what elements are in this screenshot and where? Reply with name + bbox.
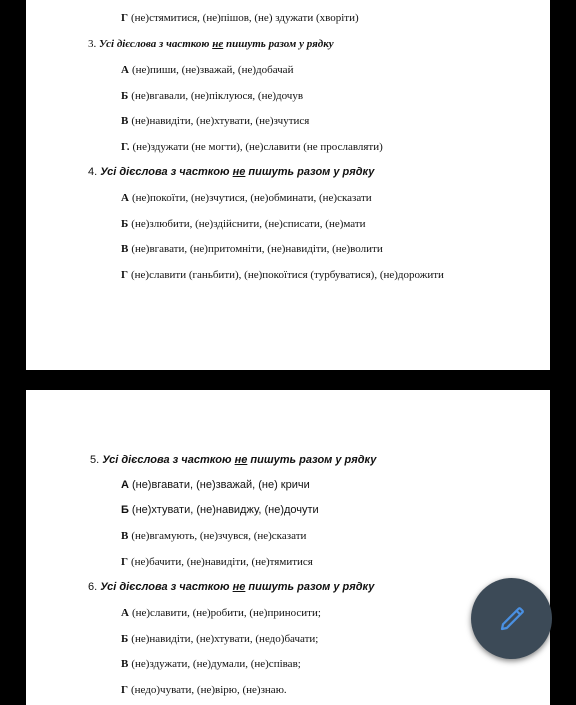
question-6-title: 6. Усі дієслова з часткою не пишуть разом у рядку: [88, 581, 375, 593]
pencil-icon: [497, 604, 527, 634]
q4-option-a: А (не)покоїти, (не)зчутися, (не)обминати, (не)сказати: [121, 192, 372, 204]
q5-option-a: А (не)вгавати, (не)зважай, (не) кричи: [121, 479, 310, 491]
q6-option-b: Б (не)навидіти, (не)хтувати, (недо)бачати;: [121, 633, 319, 645]
option-g-top: Г (не)стямитися, (не)пішов, (не) здужати (хворіти): [121, 12, 359, 24]
q4-option-v: В (не)вгавати, (не)притомніти, (не)навидіти, (не)волити: [121, 243, 383, 255]
q3-option-g: Г. (не)здужати (не могти), (не)славити (не прославляти): [121, 141, 383, 153]
question-4-title: 4. Усі дієслова з часткою не пишуть разом у рядку: [88, 166, 375, 178]
q6-option-a: А (не)славити, (не)робити, (не)приносити;: [121, 607, 321, 619]
question-3-title: 3. Усі дієслова з часткою не пишуть разом у рядку: [88, 38, 334, 50]
q4-option-b: Б (не)злюбити, (не)здійснити, (не)списати, (не)мати: [121, 218, 366, 230]
document-page-1: [26, 0, 550, 370]
edit-button[interactable]: [471, 578, 552, 659]
q4-option-g: Г (не)славити (ганьбити), (не)покоїтися (турбуватися), (не)дорожити: [121, 269, 444, 281]
q6-option-v: В (не)здужати, (не)думали, (не)співав;: [121, 658, 301, 670]
q3-option-a: А (не)пиши, (не)зважай, (не)добачай: [121, 64, 294, 76]
document-page-2: [26, 390, 550, 705]
q5-option-v: В (не)вгамують, (не)зчувся, (не)сказати: [121, 530, 307, 542]
q5-option-g: Г (не)бачити, (не)навидіти, (не)тямитися: [121, 556, 313, 568]
q5-option-b: Б (не)хтувати, (не)навиджу, (не)дочути: [121, 504, 319, 516]
q6-option-g: Г (недо)чувати, (не)вірю, (не)знаю.: [121, 684, 287, 696]
q3-option-b: Б (не)вгавали, (не)піклуюся, (не)дочув: [121, 90, 304, 102]
question-5-title: 5. Усі дієслова з часткою не пишуть разом у рядку: [90, 454, 377, 466]
q3-option-v: В (не)навидіти, (не)хтувати, (не)зчутися: [121, 115, 310, 127]
